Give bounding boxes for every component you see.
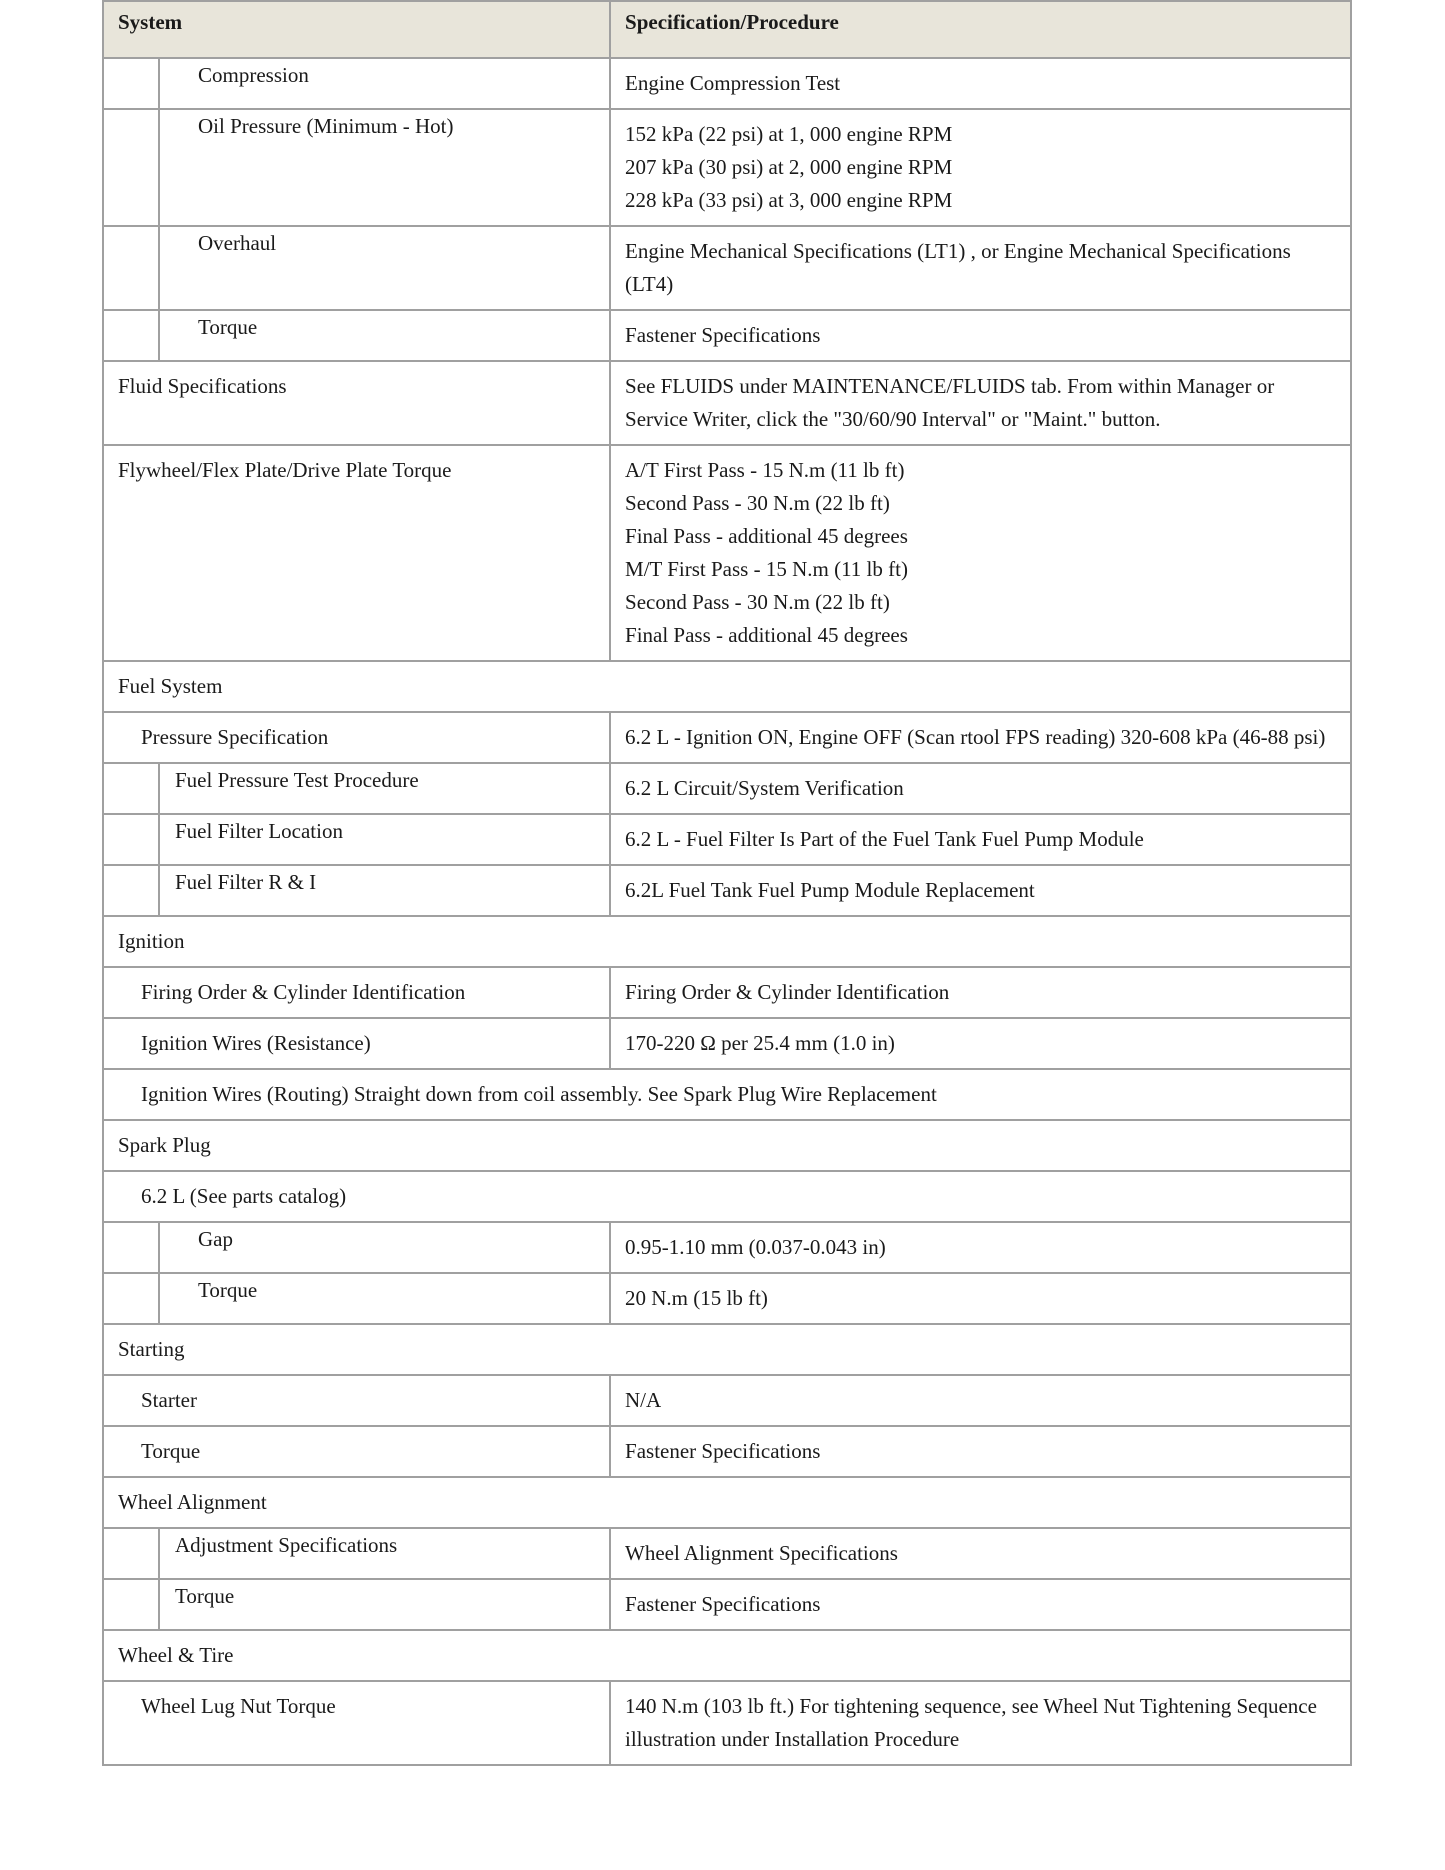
table-row (103, 1273, 1351, 1324)
table-row (103, 763, 1351, 814)
row-value: Wheel Alignment Specifications (610, 1528, 1351, 1579)
table-row (103, 1375, 1351, 1426)
row-value: 6.2 L - Ignition ON, Engine OFF (Scan rtool FPS reading) 320-608 kPa (46-88 psi) (610, 712, 1351, 763)
row-value: Fastener Specifications (610, 1579, 1351, 1630)
row-label: Starter (103, 1375, 610, 1426)
table-row (103, 1579, 1351, 1630)
section-row (103, 916, 1351, 967)
row-label: Compression (159, 58, 610, 109)
indent-cell (103, 814, 159, 865)
row-label: Fuel Filter Location (159, 814, 610, 865)
table-row (103, 361, 1351, 445)
section-title: Starting (103, 1324, 1351, 1375)
section-row (103, 1120, 1351, 1171)
subsection-title: 6.2 L (See parts catalog) (103, 1171, 1351, 1222)
row-value: Fastener Specifications (610, 310, 1351, 361)
row-value (610, 445, 1351, 661)
value-line: Second Pass - 30 N.m (22 lb ft) (625, 491, 890, 515)
value-line: M/T First Pass - 15 N.m (11 lb ft) (625, 557, 908, 581)
row-value: Firing Order & Cylinder Identification (610, 967, 1351, 1018)
value-line: 152 kPa (22 psi) at 1, 000 engine RPM (625, 122, 953, 146)
row-value: N/A (610, 1375, 1351, 1426)
table-row (103, 109, 1351, 226)
section-title: Wheel Alignment (103, 1477, 1351, 1528)
row-label: Torque (159, 310, 610, 361)
row-label: Gap (159, 1222, 610, 1273)
row-value: 170-220 Ω per 25.4 mm (1.0 in) (610, 1018, 1351, 1069)
value-line: Final Pass - additional 45 degrees (625, 623, 908, 647)
row-label: Overhaul (159, 226, 610, 310)
row-label: Pressure Specification (103, 712, 610, 763)
row-value: 6.2L Fuel Tank Fuel Pump Module Replacement (610, 865, 1351, 916)
row-label: Firing Order & Cylinder Identification (103, 967, 610, 1018)
subsection-row (103, 1171, 1351, 1222)
table-row (103, 226, 1351, 310)
header-spec: Specification/Procedure (610, 1, 1351, 58)
table-row (103, 865, 1351, 916)
indent-cell (103, 310, 159, 361)
section-title: Ignition (103, 916, 1351, 967)
header-system: System (103, 1, 610, 58)
row-value: 0.95-1.10 mm (0.037-0.043 in) (610, 1222, 1351, 1273)
section-row (103, 1477, 1351, 1528)
section-row (103, 1630, 1351, 1681)
value-line: A/T First Pass - 15 N.m (11 lb ft) (625, 458, 905, 482)
indent-cell (103, 109, 159, 226)
indent-cell (103, 1273, 159, 1324)
row-value: See FLUIDS under MAINTENANCE/FLUIDS tab. From within Manager or Service Writer, click the "30/60/90 Interval" or "Maint." button. (610, 361, 1351, 445)
row-label: Torque (159, 1579, 610, 1630)
row-value: Engine Compression Test (610, 58, 1351, 109)
table-row (103, 1018, 1351, 1069)
row-value: Engine Mechanical Specifications (LT1) , or Engine Mechanical Specifications (LT4) (610, 226, 1351, 310)
table-row (103, 58, 1351, 109)
row-value: Fastener Specifications (610, 1426, 1351, 1477)
row-label: Wheel Lug Nut Torque (103, 1681, 610, 1765)
table-row (103, 1426, 1351, 1477)
table-row (103, 310, 1351, 361)
row-label: Fuel Filter R & I (159, 865, 610, 916)
value-line: 228 kPa (33 psi) at 3, 000 engine RPM (625, 188, 953, 212)
spec-table (102, 0, 1352, 1766)
row-label: Flywheel/Flex Plate/Drive Plate Torque (103, 445, 610, 661)
row-value (610, 109, 1351, 226)
row-value: 6.2 L - Fuel Filter Is Part of the Fuel Tank Fuel Pump Module (610, 814, 1351, 865)
section-row (103, 661, 1351, 712)
row-value: 140 N.m (103 lb ft.) For tightening sequence, see Wheel Nut Tightening Sequence illustration under Installation Procedure (610, 1681, 1351, 1765)
table-row (103, 1528, 1351, 1579)
indent-cell (103, 1528, 159, 1579)
value-line: Second Pass - 30 N.m (22 lb ft) (625, 590, 890, 614)
section-row (103, 1324, 1351, 1375)
table-row (103, 712, 1351, 763)
indent-cell (103, 58, 159, 109)
table-row (103, 1681, 1351, 1765)
indent-cell (103, 865, 159, 916)
row-label: Torque (103, 1426, 610, 1477)
header-row (103, 1, 1351, 58)
indent-cell (103, 1222, 159, 1273)
section-title: Wheel & Tire (103, 1630, 1351, 1681)
row-label: Fluid Specifications (103, 361, 610, 445)
row-value: 6.2 L Circuit/System Verification (610, 763, 1351, 814)
row-label: Ignition Wires (Routing) Straight down from coil assembly. See Spark Plug Wire Replacement (103, 1069, 1351, 1120)
indent-cell (103, 226, 159, 310)
table-row (103, 445, 1351, 661)
value-line: Final Pass - additional 45 degrees (625, 524, 908, 548)
table-row (103, 814, 1351, 865)
section-title: Fuel System (103, 661, 1351, 712)
row-label: Ignition Wires (Resistance) (103, 1018, 610, 1069)
row-value: 20 N.m (15 lb ft) (610, 1273, 1351, 1324)
section-title: Spark Plug (103, 1120, 1351, 1171)
row-label: Fuel Pressure Test Procedure (159, 763, 610, 814)
indent-cell (103, 763, 159, 814)
table-row (103, 1222, 1351, 1273)
table-row (103, 1069, 1351, 1120)
indent-cell (103, 1579, 159, 1630)
table-row (103, 967, 1351, 1018)
row-label: Torque (159, 1273, 610, 1324)
row-label: Oil Pressure (Minimum - Hot) (159, 109, 610, 226)
row-label: Adjustment Specifications (159, 1528, 610, 1579)
value-line: 207 kPa (30 psi) at 2, 000 engine RPM (625, 155, 953, 179)
